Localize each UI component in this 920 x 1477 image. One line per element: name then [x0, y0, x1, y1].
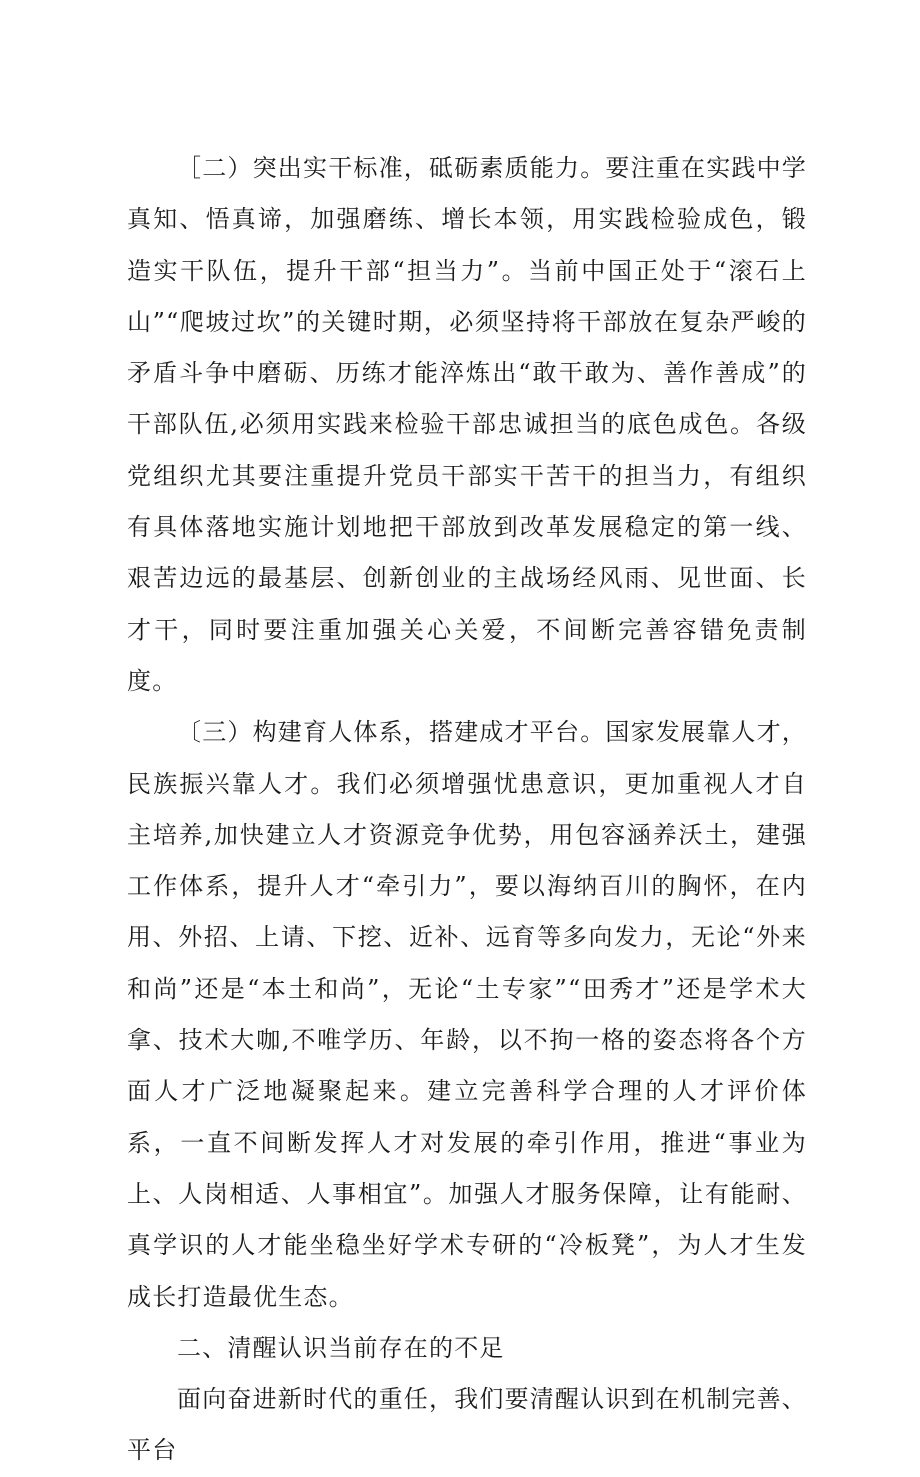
- paragraph-section-2: ［二）突出实干标准，砥砺素质能力。要注重在实践中学真知、悟真谛，加强磨练、增长本领，用实践检验成色，锻造实干队伍，提升干部“担当力”。当前中国正处于“滚石上山”“爬坡过坎”的关键时期，必须坚持将干部放在复杂严峻的矛盾斗争中磨砺、历练才能淬炼出“敢干敢为、善作善成”的干部队伍,必须用实践来检验干部忠诚担当的底色成色。各级党组织尤其要注重提升党员干部实干苦干的担当力，有组织有具体落地实施计划地把干部放到改革发展稳定的第一线、艰苦边远的最基层、创新创业的主战场经风雨、见世面、长才干，同时要注重加强关心关爱，不间断完善容错免责制度。: [127, 154, 807, 695]
- section-heading-shortcomings: 二、清醒认识当前存在的不足: [177, 1333, 505, 1362]
- paragraph-section-3: 〔三）构建育人体系，搭建成才平台。国家发展靠人才，民族振兴靠人才。我们必须增强忧患意识，更加重视人才自主培养,加快建立人才资源竞争优势，用包容涵养沃土，建强工作体系，提升人才“牵引力”，要以海纳百川的胸怀，在内用、外招、上请、下挖、近补、远育等多向发力，无论“外来和尚”还是“本土和尚”，无论“土专家”“田秀才”还是学术大拿、技术大咖,不唯学历、年龄，以不拘一格的姿态将各个方面人才广泛地凝聚起来。建立完善科学合理的人才评价体系，一直不间断发挥人才对发展的牵引作用，推进“事业为上、人岗相适、人事相宜”。加强人才服务保障，让有能耐、真学识的人才能坐稳坐好学术专研的“冷板凳”，为人才生发成长打造最优生态。: [127, 718, 807, 1311]
- paragraph-shortcomings-intro: 面向奋进新时代的重任，我们要清醒认识到在机制完善、平台: [127, 1385, 807, 1465]
- document-body: [127, 143, 807, 1477]
